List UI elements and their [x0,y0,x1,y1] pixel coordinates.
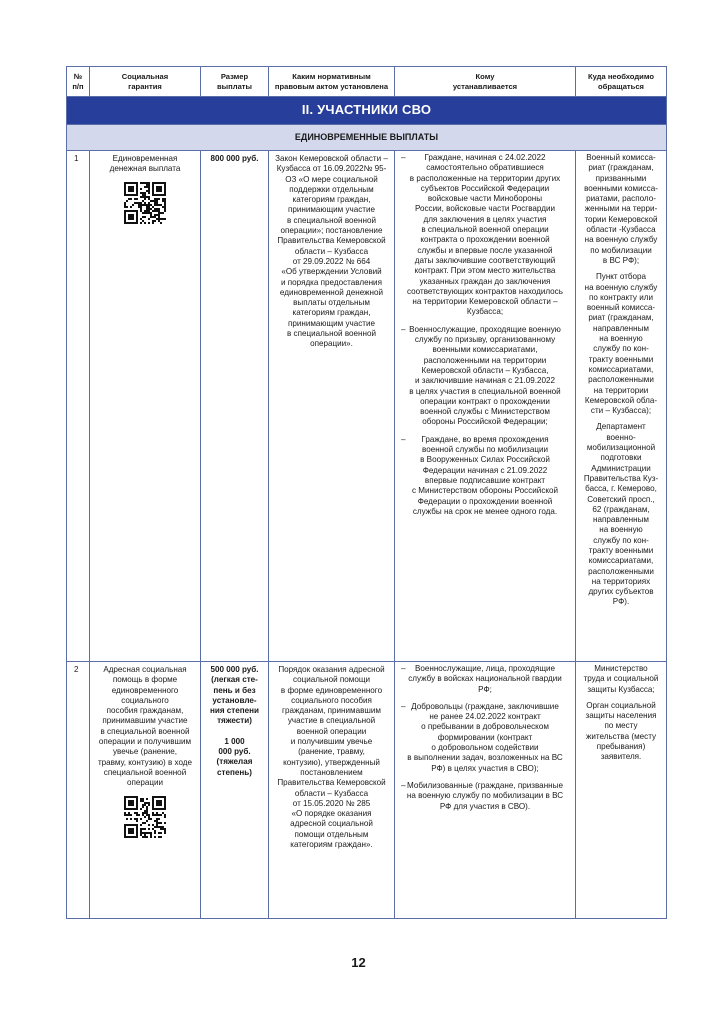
text-line: РФ для участия в СВО). [439,801,531,811]
text-line: Кузбасса от 16.09.2022№ 95- [276,164,387,174]
recipients-cell [395,662,576,919]
text-line: военной службы с Министерством [420,407,550,417]
dash-bullet: – [401,701,406,711]
text-line: указанных граждан до заключения [419,276,551,286]
header-act: Каким нормативным правовым актом установлена [269,67,395,97]
text-line: не ранее 24.02.2022 контракт [429,712,541,722]
text-line: военными комисса- [584,183,658,193]
contact-block [581,422,661,607]
text-line: Правительства Кемеровской [277,778,386,788]
text-line: службу по кон- [593,344,649,354]
text-line: в специальной военной [287,215,376,225]
text-line: для заключения в целях участия [423,214,547,224]
text-line: Кемеровской области – Кузбасса, [421,365,549,375]
text-line: помощи отдельным [294,829,369,839]
recipient-item [401,153,569,318]
text-line: заявителя. [600,752,642,762]
text-line: РФ) в целях участия в СВО); [431,763,539,773]
guarantee-cell [90,662,201,919]
text-line: операции»; постановление [280,226,383,236]
text-line: (тяжелая [216,757,253,767]
text-line: в ВС РФ); [602,255,640,265]
amount-cell [201,662,269,919]
text-line: принимавшим участие [102,716,188,726]
text-line: Граждане, во время прохождения [421,434,549,444]
text-line: области – Кузбасса [294,788,369,798]
text-line: 62 (гражданам, [592,504,650,514]
text-line: ОЗ «О мере социальной [285,174,378,184]
text-line: расположенными [588,566,654,576]
text-line: по мобилизации [590,245,652,255]
text-line: защиты Кузбасса; [587,684,655,694]
subsection-title: ЕДИНОВРЕМЕННЫЕ ВЫПЛАТЫ [67,125,667,151]
section-title: II. УЧАСТНИКИ СВО [67,97,667,125]
text-line: риат (гражданам, [588,163,654,173]
text-line: жительства (месту [585,731,657,741]
text-line: категориям граждан, [292,195,371,205]
text-line: Правительства Кемеровской [277,236,386,246]
text-line: Военнослужащие, проходящие военную [409,324,561,334]
text-line: басса, г. Кемерово, [585,484,657,494]
text-line: помощь в форме [112,675,178,685]
text-line: операции контракт о прохождении [420,396,550,406]
legal-act-cell [269,151,395,662]
text-line: о добровольном содействии [431,743,539,753]
text-line: категориям граждан». [290,840,373,850]
contacts-cell [576,151,667,662]
text-line: и порядка предоставления [281,277,382,287]
contact-block [581,272,661,416]
text-line: Министерство [594,664,648,673]
text-line: контузию), утвержденный [283,757,380,767]
text-line: призванными [595,173,647,183]
text-line: о пребывании в добровольческом [421,722,549,732]
text-line: 800 000 руб. [210,154,259,163]
text-line: специальной военной [103,767,187,777]
recipient-item [401,435,569,517]
legal-act-text [275,665,388,850]
text-line: пребывания) [596,742,646,752]
text-line: военной службы по мобилизации [421,445,549,455]
text-line: в форме единовременного [280,685,383,695]
text-line: службу в войсках национальной гвардии [408,674,562,684]
text-line: расположенными [588,375,654,385]
text-line: на военную [599,334,643,344]
dash-bullet: – [401,664,406,673]
text-line: Советский просп., [587,494,655,504]
text-line: Пункт отбора [595,272,647,282]
text-line: на территории [593,385,649,395]
contacts-cell [576,662,667,919]
section-row [67,97,667,125]
text-line: пособия гражданам, [106,706,184,716]
contact-block [581,701,661,763]
header-guarantee: Социальная гарантия [90,67,201,97]
text-line: подготовки [600,453,642,463]
text-line: на военную службу [584,235,658,245]
text-line: других субъектов [588,587,654,597]
text-line: с Министерством обороны Российской [411,486,559,496]
text-line: в специальной военной операции [421,225,549,235]
text-line: по контракту или [589,292,653,302]
text-line: социального пособия [291,695,372,705]
text-line: в выполнении задач, возложенных на ВС [407,753,563,763]
text-line: 1 000 [224,736,245,746]
table-header-row [67,67,667,97]
text-line: защиты населения [585,711,657,721]
recipients-cell [395,151,576,662]
text-line: 500 000 руб. [210,665,259,674]
text-line: военно- [606,432,636,442]
text-line: операции». [310,339,353,349]
text-line: комиссариатами, [588,364,654,374]
subsection-row [67,125,667,151]
text-line: адресной социальной [290,819,373,829]
text-line: Закон Кемеровской области – [275,154,388,163]
text-line: формировании (контракт [437,732,533,742]
text-line: и заключившие начиная с 21.09.2022 [415,376,555,386]
contact-block [581,664,661,695]
text-line: контракта о прохождении военной [420,235,550,245]
text-line: установле- [212,695,257,705]
text-line: направленным [592,515,650,525]
text-line: от 15.05.2020 № 285 [292,798,371,808]
text-line: ния степени [209,706,260,716]
text-line: поддержки отдельным [289,184,374,194]
qr-code-icon[interactable] [124,796,166,838]
text-line: социального [121,695,169,705]
guarantee-name [96,154,194,175]
text-line: постановлением [300,767,363,777]
text-line: РФ). [612,597,630,607]
text-line: Граждане, начиная с 24.02.2022 [424,153,546,162]
text-line: единовременного [111,685,179,695]
text-line: от 29.09.2022 № 664 [292,256,371,266]
recipient-item [401,781,569,812]
text-line: на территориях [591,576,651,586]
text-line: пень и без [213,685,256,695]
text-line: Порядок оказания адресной [278,665,385,674]
text-line: службу по кон- [593,535,649,545]
text-line: направленным [592,323,650,333]
text-line: принимающим участие [287,318,376,328]
header-num: № п/п [67,67,90,97]
text-line: военный комисса- [586,303,656,313]
text-line: службы на срок не менее одного года. [412,506,558,516]
recipient-item [401,702,569,774]
text-line: комиссариатами, [588,556,654,566]
text-line: 000 руб. [218,747,251,757]
text-line: Единовременная [112,154,178,163]
text-line: войсковые части Минобороны [427,194,543,204]
dash-bullet: – [401,780,406,790]
text-line: военной операции [296,726,367,736]
text-line: единовременной денежной [279,287,384,297]
text-line: соответствующих контрактов находилось [407,286,563,296]
text-line: Военный комисса- [586,153,656,162]
text-line: (легкая сте- [211,675,258,685]
text-line: категориям граждан, [292,308,371,318]
text-line: тяжести) [217,716,252,726]
text-line: впервые подписавшие контракт [424,475,546,485]
text-line: субъектов Российской Федерации [420,183,550,193]
row-number: 2 [67,662,90,919]
header-who: Кому устанавливается [395,67,576,97]
text-line: Адресная социальная [103,665,187,674]
text-line: в целях участия в специальной военной [409,386,561,396]
amount-value [204,665,265,727]
text-line: контракт. При этом место жительства [414,266,556,276]
text-line: Военнослужащие, лица, проходящие [414,664,556,673]
header-amount: Размер выплаты [201,67,269,97]
text-line: обороны Российской Федерации; [422,417,548,427]
text-line: денежная выплата [109,164,181,174]
text-line: даты заключившие соответствующий [414,255,556,265]
text-line: Добровольцы (граждане, заключившие [411,701,559,711]
amount-cell [201,151,269,662]
text-line: риат (гражданам, [588,313,654,323]
dash-bullet: – [401,434,406,444]
guarantee-cell [90,151,201,662]
text-line: службу по призыву, организованному [414,335,556,345]
header-where: Куда необходимо обращаться [576,67,667,97]
text-line: Кемеровской обла- [584,395,658,405]
text-line: риатами, располо- [586,194,656,204]
text-line: расположенными на территории [423,355,547,365]
text-line: операции [126,778,164,788]
text-line: РФ; [478,684,492,694]
recipient-item [401,325,569,428]
text-line: тракту военными [588,354,654,364]
text-line: увечье (ранение, [112,747,178,757]
dash-bullet: – [401,324,406,334]
guarantee-name [96,665,194,789]
text-line: в Вооруженных Силах Российской [420,455,550,465]
text-line: в расположенные на территории других [409,173,561,183]
text-line: на военную службу [584,282,658,292]
text-line: Департамент [596,422,646,432]
table-row [67,662,667,919]
text-line: выплаты отдельным [293,298,370,308]
legal-act-text [275,154,388,350]
text-line: области – Кузбасса [294,246,369,256]
qr-code-icon[interactable] [124,182,166,224]
text-line: военными комиссариатами, [432,345,538,355]
text-line: в специальной военной [287,329,376,339]
table-row [67,151,667,662]
text-line: «О порядке оказания [291,809,372,819]
contact-block [581,153,661,266]
text-line: Правительства Куз- [583,473,659,483]
text-line: степень) [217,767,252,777]
text-line: (ранение, травму, [298,747,365,757]
legal-act-cell [269,662,395,919]
row-number: 1 [67,151,90,662]
amount-value-severe [204,737,265,778]
text-line: «Об утверждении Условий [281,267,382,277]
text-line: участие в специальной [287,716,376,726]
text-line: операции и получившим [98,737,192,747]
text-line: мобилизационной [586,443,656,453]
text-line: тракту военными [588,545,654,555]
text-line: России, войсковые части Росгвардии [414,204,556,214]
text-line: социальной помощи [292,675,371,685]
text-line: принимающим участие [287,205,376,215]
text-line: Орган социальной [586,700,656,710]
dash-bullet: – [401,153,406,162]
text-line: тории Кемеровской [584,214,658,224]
amount-value [204,154,265,164]
text-line: и получившим увечье [290,737,373,747]
text-line: Федерации начиная с 21.09.2022 [422,465,548,475]
benefits-table [66,66,667,919]
text-line: женными на терри- [584,204,658,214]
page-number: 12 [351,955,366,970]
text-line: в специальной военной [100,726,190,736]
text-line: на территории Кемеровской области – [412,297,558,307]
text-line: Администрации [591,463,651,473]
text-line: гражданам, принимавшим [282,706,381,716]
text-line: Мобилизованные (граждане, призванные [407,780,563,790]
text-line: области -Кузбасса [586,225,656,235]
text-line: на военную [599,525,643,535]
text-line: на военную службу по мобилизации в ВС [406,791,564,801]
text-line: травму, контузию) в ходе [97,757,193,767]
text-line: труда и социальной [583,674,659,684]
text-line: сти – Кузбасса); [590,406,652,416]
text-line: службы и впервые после указанной [417,245,553,255]
recipient-item [401,664,569,695]
text-line: Кузбасса; [466,307,504,317]
text-line: самостоятельно обратившиеся [426,163,544,173]
text-line: Федерации о прохождении военной [417,496,553,506]
text-line: по месту [604,721,638,731]
